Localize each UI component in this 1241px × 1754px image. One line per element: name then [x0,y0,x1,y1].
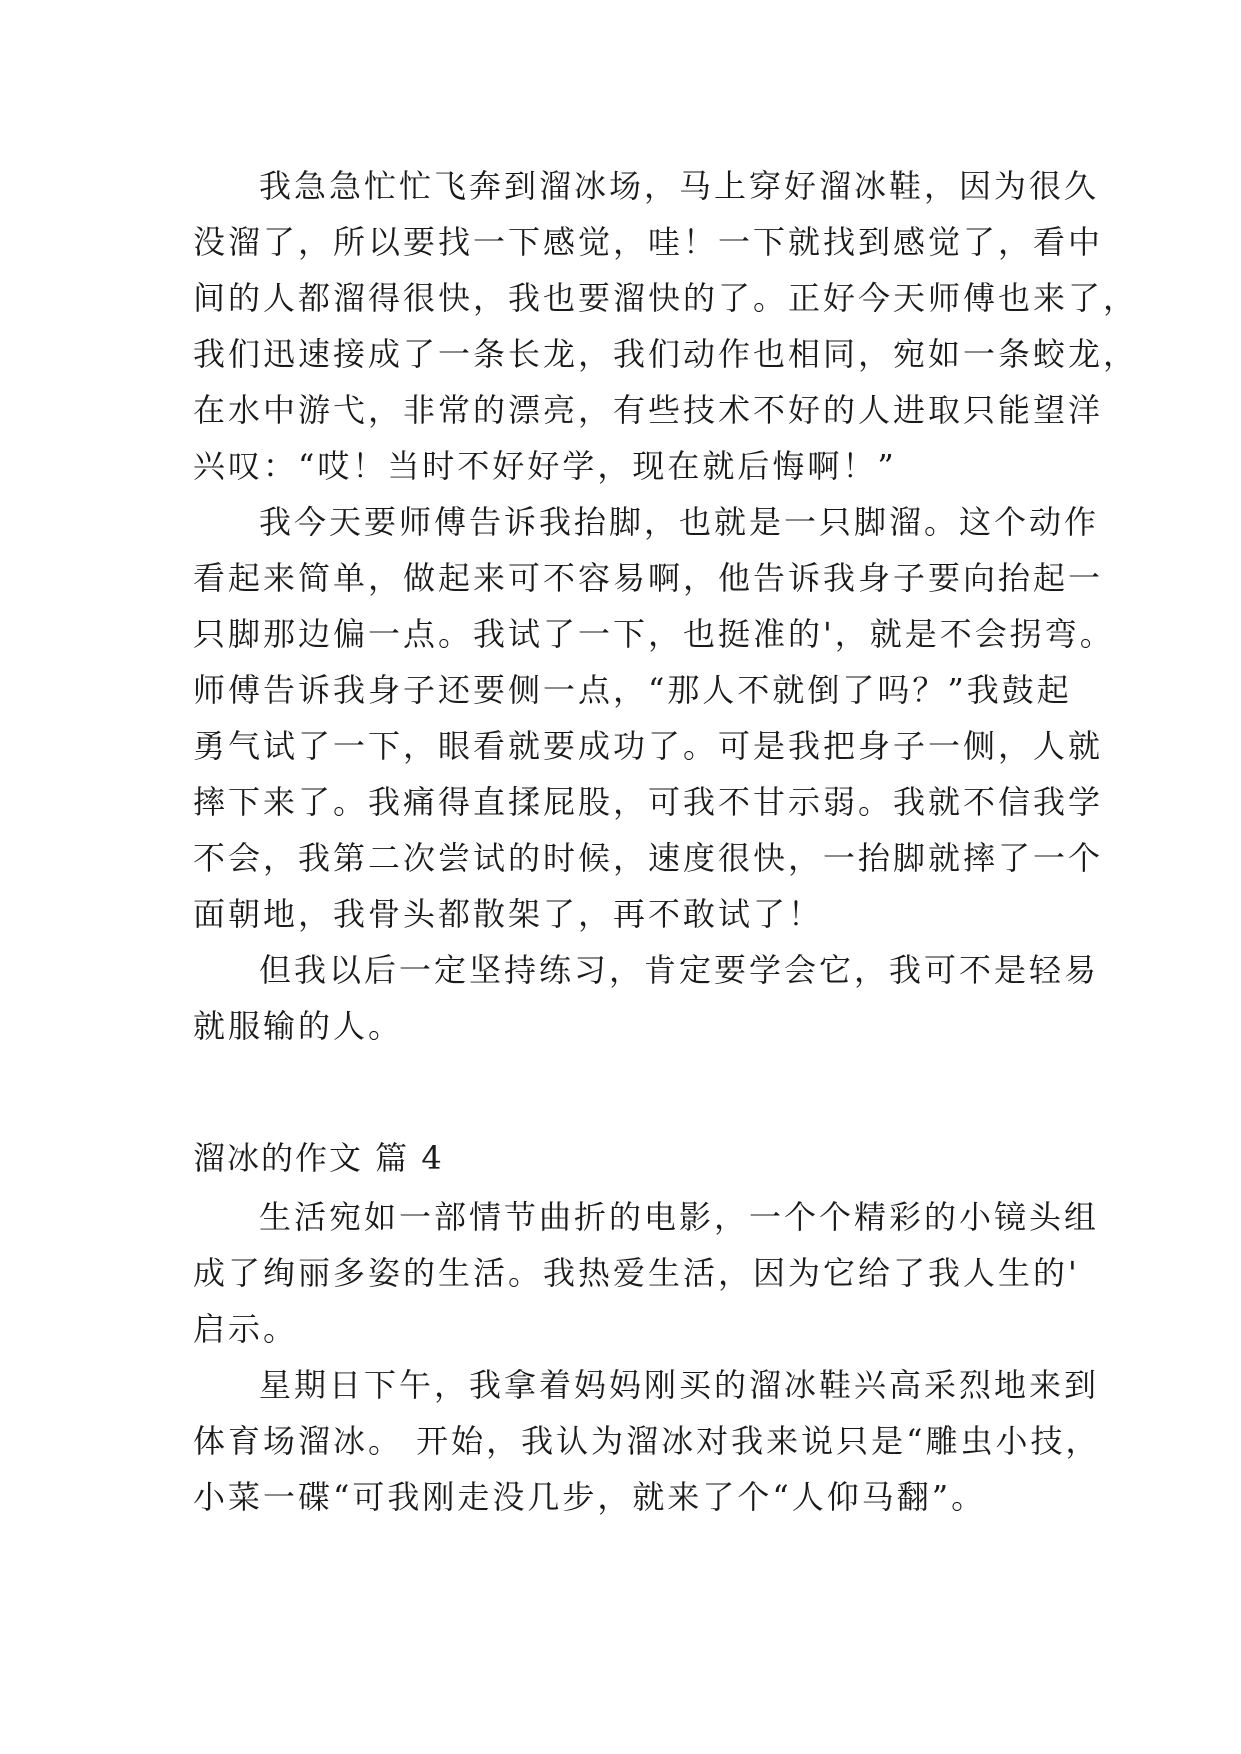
text-line: 生活宛如一部情节曲折的电影，一个个精彩的小镜头组 [259,1198,1100,1236]
text-line: 师傅告诉我身子还要侧一点，“那人不就倒了吗？”我鼓起 [193,671,1072,709]
text-line: 我今天要师傅告诉我抬脚，也就是一只脚溜。这个动作 [259,503,1100,541]
text-line: 我急急忙忙飞奔到溜冰场，马上穿好溜冰鞋，因为很久 [259,167,1100,205]
text-line: 没溜了，所以要找一下感觉，哇！一下就找到感觉了，看中 [193,223,1104,261]
text-line: 成了绚丽多姿的生活。我热爱生活，因为它给了我人生的' [193,1254,1080,1292]
text-line: 兴叹：“哎！当时不好好学，现在就后悔啊！” [193,447,897,485]
text-line: 勇气试了一下，眼看就要成功了。可是我把身子一侧，人就 [193,727,1104,765]
paragraph [193,1357,1101,1525]
text-line: 间的人都溜得很快，我也要溜快的了。正好今天师傅也来了， [193,279,1139,317]
text-line: 星期日下午，我拿着妈妈刚买的溜冰鞋兴高采烈地来到 [259,1366,1100,1404]
text-line: 就服输的人。 [193,1007,404,1045]
section-spacer [193,1054,1073,1127]
section-heading: 溜冰的作文 篇 4 [193,1139,444,1177]
text-line: 但我以后一定坚持练习，肯定要学会它，我可不是轻易 [259,951,1100,989]
paragraph [193,942,1100,1054]
paragraph [193,494,1115,942]
text-line: 面朝地，我骨头都散架了，再不敢试了！ [193,895,824,933]
text-line: 我们迅速接成了一条长龙，我们动作也相同，宛如一条蛟龙， [193,335,1139,373]
paragraph [193,1189,1100,1357]
document-body [193,158,1139,1525]
text-line: 只脚那边偏一点。我试了一下，也挺准的'，就是不会拐弯。 [193,615,1115,653]
text-line: 不会，我第二次尝试的时候，速度很快，一抬脚就摔了一个 [193,839,1104,877]
paragraph [193,158,1139,494]
text-line: 体育场溜冰。 开始，我认为溜冰对我来说只是“雕虫小技， [193,1422,1101,1460]
text-line: 启示。 [193,1310,299,1348]
text-line: 摔下来了。我痛得直揉屁股，可我不甘示弱。我就不信我学 [193,783,1104,821]
text-line: 在水中游弋，非常的漂亮，有些技术不好的人进取只能望洋 [193,391,1104,429]
text-line: 看起来简单，做起来可不容易啊，他告诉我身子要向抬起一 [193,559,1104,597]
text-line: 小菜一碟“可我刚走没几步，就来了个“人仰马翻”。 [193,1478,987,1516]
